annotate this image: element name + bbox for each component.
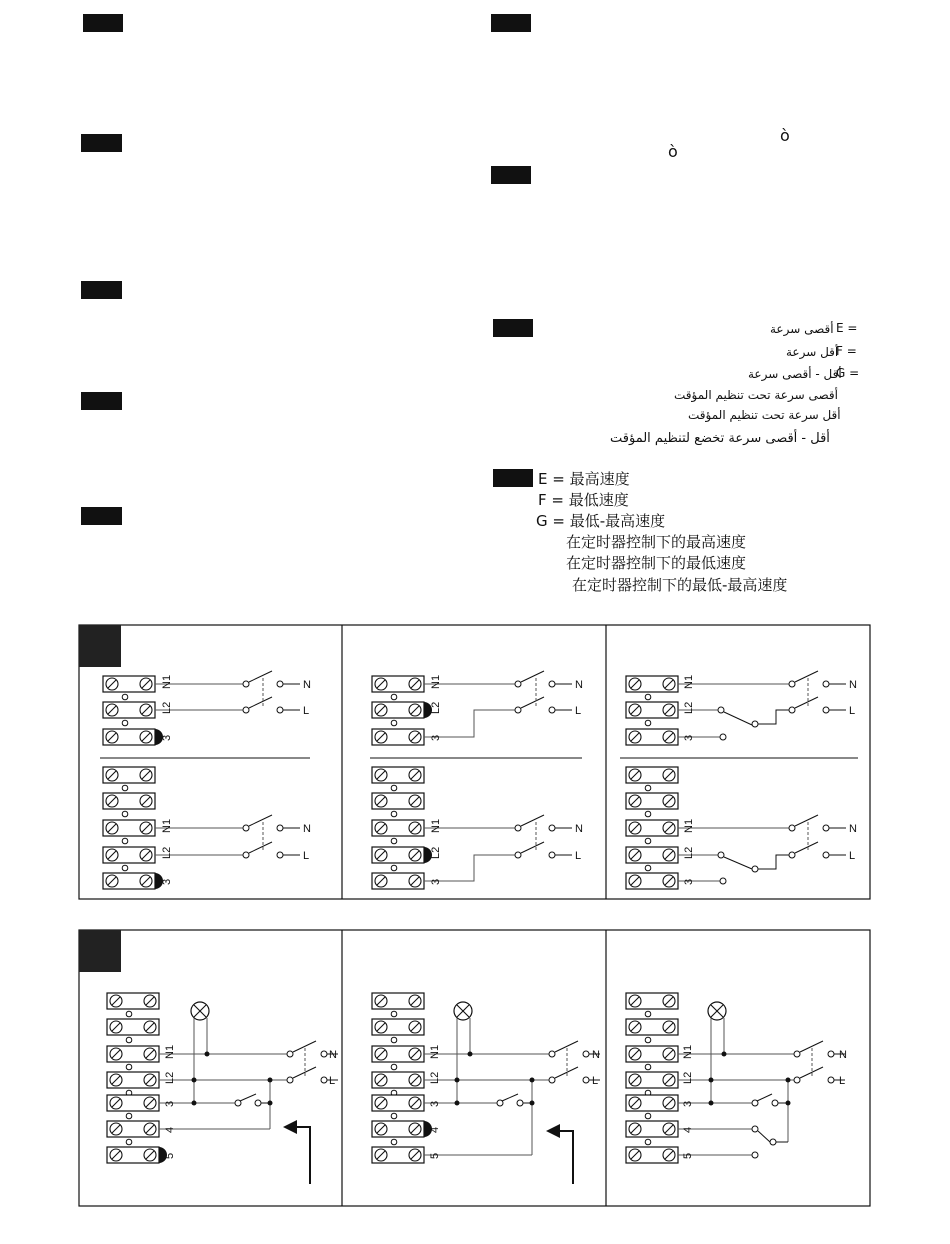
- terminal-label-t5: 5: [682, 1152, 694, 1159]
- arabic-legend-f-key: F =: [836, 344, 857, 358]
- line-label-n: N: [303, 679, 311, 691]
- terminal-label-l2: L2: [430, 701, 442, 714]
- chinese-timer-max: 在定时器控制下的最高速度: [566, 533, 747, 551]
- line-label-l: L: [303, 850, 310, 862]
- arabic-legend-e: أقصى سرعة: [770, 322, 834, 336]
- stray-mark: ò: [668, 142, 678, 161]
- panel-c-upper: [626, 671, 846, 745]
- terminal-label-n1: N1: [164, 1044, 176, 1059]
- terminal-label-l2: L2: [161, 846, 173, 859]
- terminal-label-t3: 3: [682, 1100, 694, 1107]
- line-label-n: N: [575, 823, 583, 835]
- panel-f: [626, 993, 845, 1163]
- terminal-label-n1: N1: [430, 818, 442, 833]
- panel-e: [372, 993, 600, 1184]
- panel-a-upper: [103, 671, 300, 745]
- line-label-n: N: [849, 823, 857, 835]
- line-label-n: N: [839, 1049, 847, 1061]
- line-label-l: L: [849, 850, 856, 862]
- terminal-label-t5: 5: [429, 1152, 441, 1159]
- line-label-l: L: [839, 1075, 846, 1087]
- terminal-label-t4: 4: [429, 1126, 441, 1133]
- arabic-timer-max: أقصى سرعة تحت تنظيم المؤقت: [674, 388, 838, 402]
- line-label-n: N: [303, 823, 311, 835]
- terminal-label-l2: L2: [429, 1071, 441, 1084]
- terminal-label-n1: N1: [682, 1044, 694, 1059]
- terminal-label-t3: 3: [430, 734, 442, 741]
- chinese-timer-minmax: 在定时器控制下的最低-最高速度: [572, 576, 788, 594]
- terminal-label-t3: 3: [164, 1100, 176, 1107]
- line-label-l: L: [592, 1075, 599, 1087]
- line-label-l: L: [575, 705, 582, 717]
- arabic-legend-g-key: G =: [836, 366, 860, 380]
- line-label-l: L: [329, 1075, 336, 1087]
- terminal-label-n1: N1: [161, 674, 173, 689]
- line-label-n: N: [329, 1049, 337, 1061]
- terminal-label-n1: N1: [429, 1044, 441, 1059]
- line-label-l: L: [575, 850, 582, 862]
- arabic-legend-f: أقل سرعة: [786, 345, 839, 359]
- terminal-label-l2: L2: [430, 846, 442, 859]
- terminal-label-t5: 5: [164, 1152, 176, 1159]
- terminal-label-l2: L2: [683, 846, 695, 859]
- terminal-label-t3: 3: [161, 734, 173, 741]
- terminal-label-t3: 3: [683, 878, 695, 885]
- terminal-label-l2: L2: [682, 1071, 694, 1084]
- panel-b-upper: [372, 671, 572, 745]
- panel-c-lower: [626, 767, 846, 889]
- terminal-label-t3: 3: [161, 878, 173, 885]
- panel-d: [107, 993, 338, 1184]
- line-label-l: L: [303, 705, 310, 717]
- stray-mark: ò: [780, 126, 790, 145]
- terminal-label-l2: L2: [161, 701, 173, 714]
- terminal-label-t3: 3: [429, 1100, 441, 1107]
- terminal-label-l2: L2: [164, 1071, 176, 1084]
- chinese-legend-g: G = 最低-最高速度: [536, 512, 666, 530]
- line-label-l: L: [849, 705, 856, 717]
- terminal-label-n1: N1: [161, 818, 173, 833]
- line-label-n: N: [849, 679, 857, 691]
- arabic-timer-minmax: أقل - أقصى سرعة تخضع لتنظيم المؤقت: [610, 431, 830, 446]
- terminal-label-t4: 4: [682, 1126, 694, 1133]
- terminal-label-n1: N1: [430, 674, 442, 689]
- panel-a-lower: [103, 767, 300, 889]
- terminal-label-n1: N1: [683, 818, 695, 833]
- line-label-n: N: [575, 679, 583, 691]
- arabic-legend-g: أقل - أقصى سرعة: [748, 367, 842, 381]
- terminal-label-l2: L2: [683, 701, 695, 714]
- line-label-n: N: [592, 1049, 600, 1061]
- terminal-label-t3: 3: [430, 878, 442, 885]
- terminal-label-t3: 3: [683, 734, 695, 741]
- terminal-label-t4: 4: [164, 1126, 176, 1133]
- chinese-timer-min: 在定时器控制下的最低速度: [566, 554, 747, 572]
- arabic-legend-e-key: E =: [836, 321, 858, 335]
- lower-diagram-frame: [79, 930, 870, 1206]
- terminal-label-n1: N1: [683, 674, 695, 689]
- arabic-timer-min: أقل سرعة تحت تنظيم المؤقت: [688, 408, 841, 422]
- panel-b-lower: [372, 767, 572, 889]
- chinese-legend-e: E = 最高速度: [538, 470, 630, 488]
- chinese-legend-f: F = 最低速度: [538, 491, 629, 509]
